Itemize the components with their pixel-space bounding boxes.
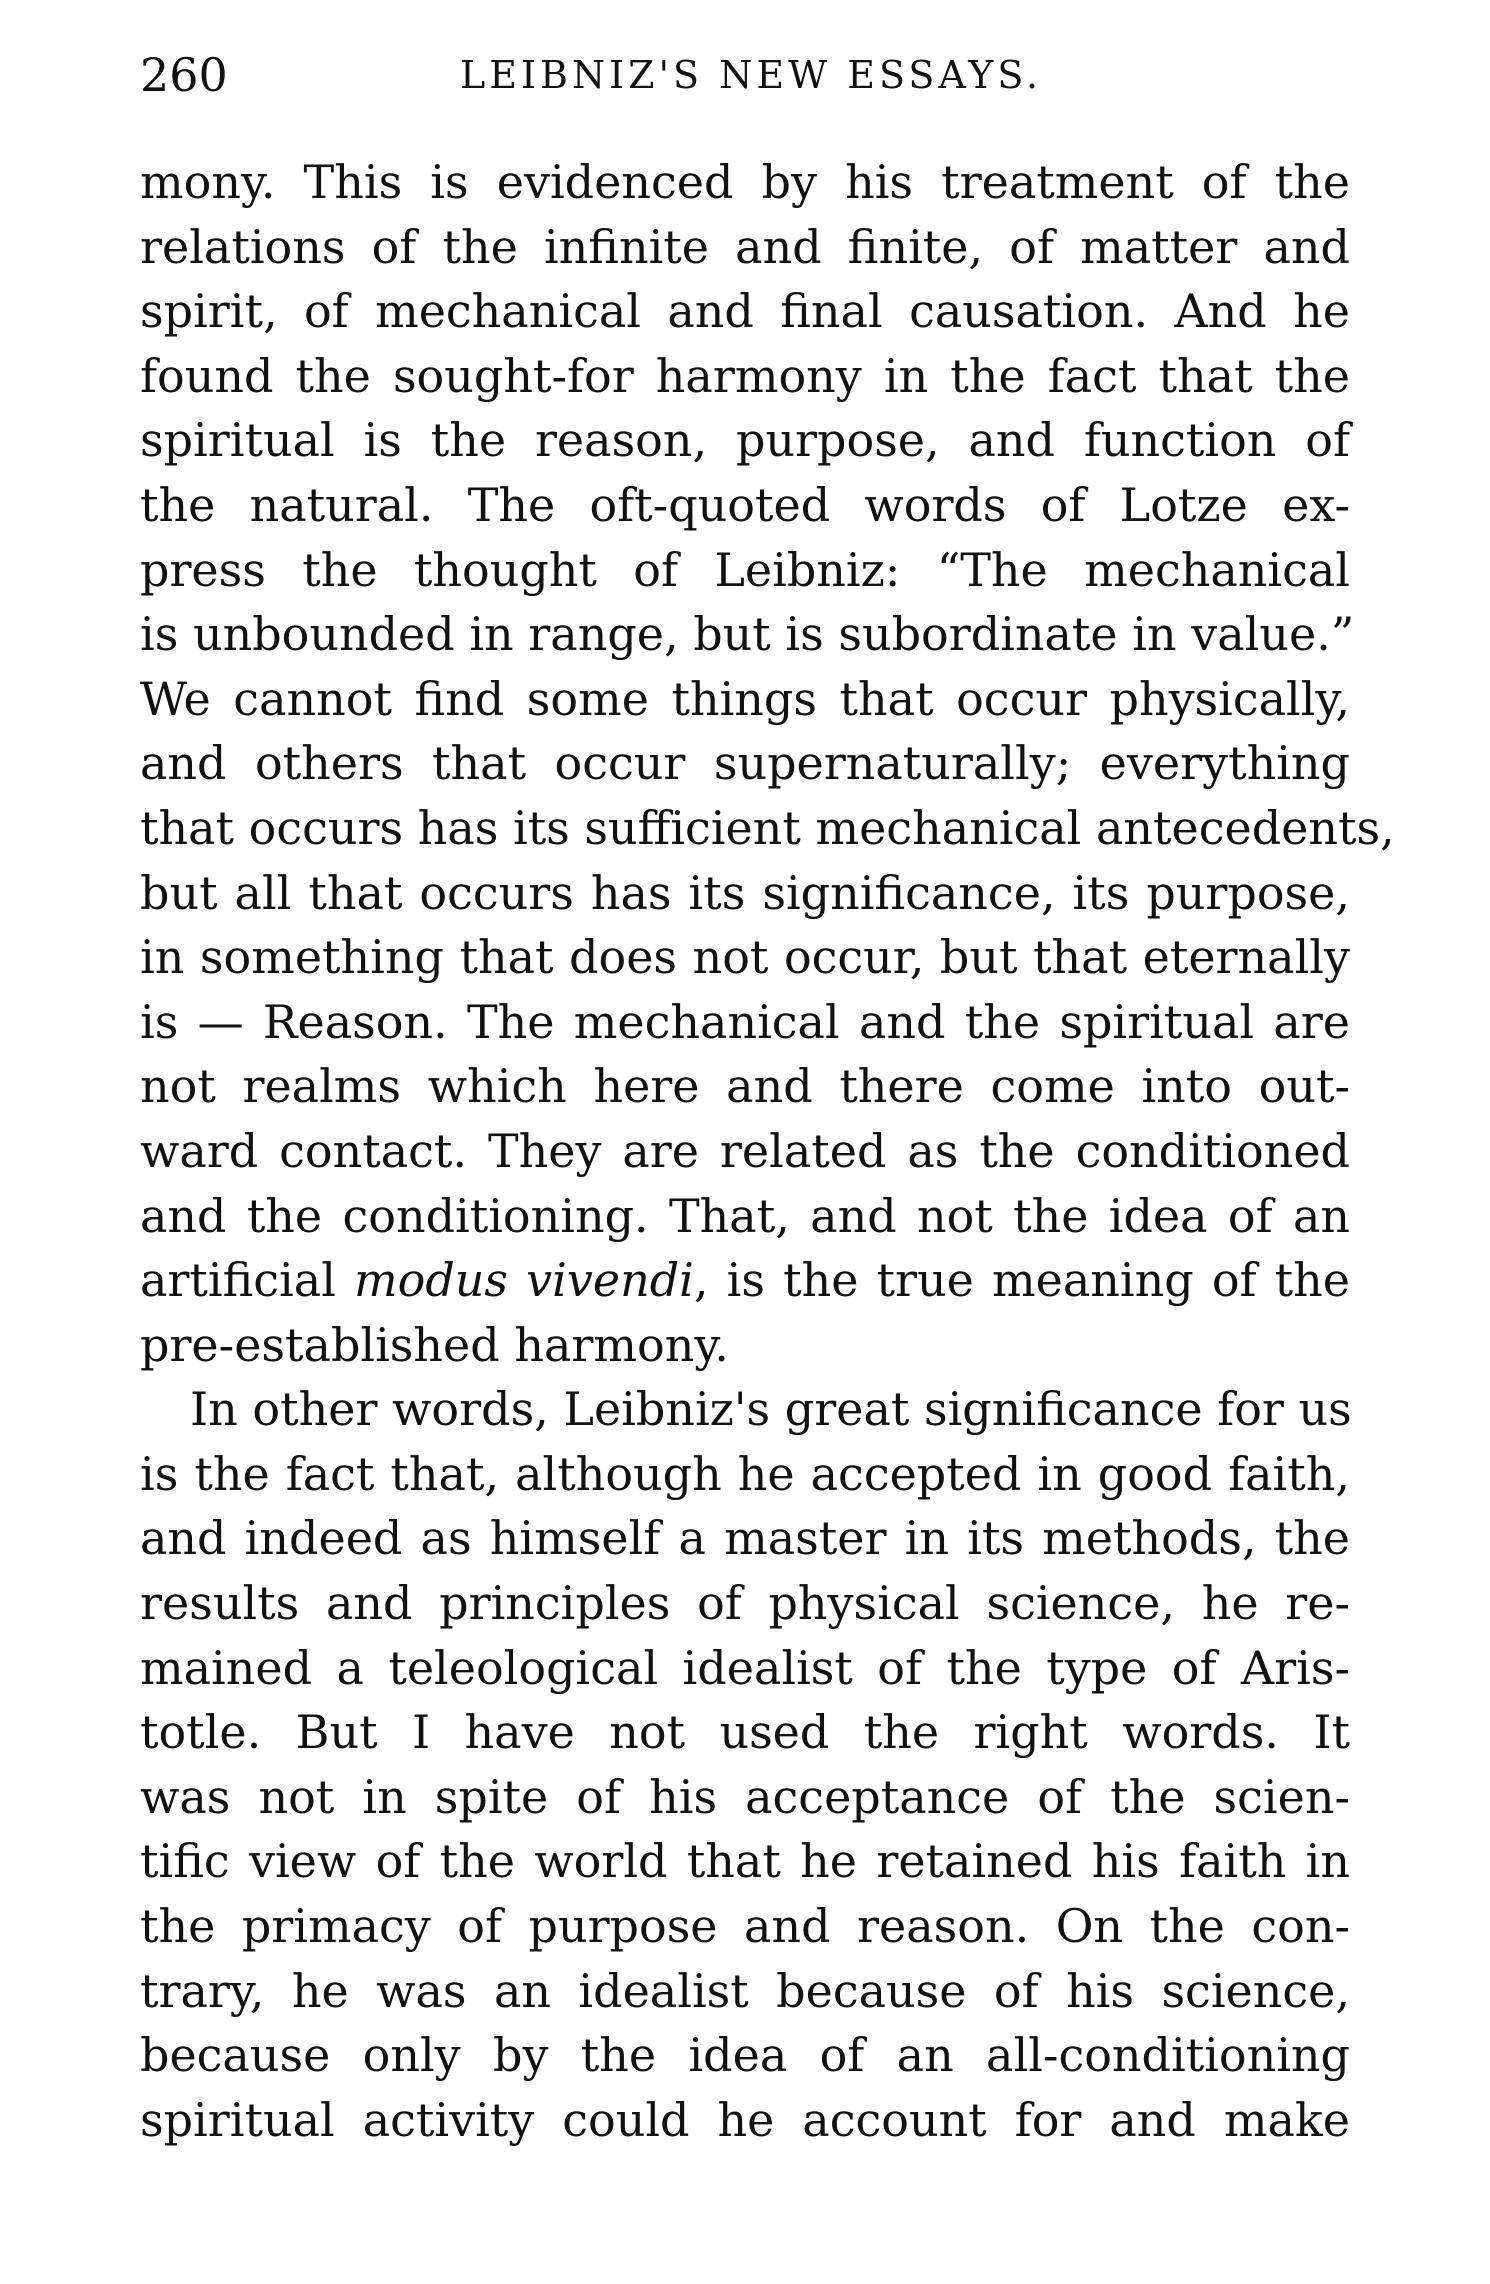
text-line: pre-established harmony.	[140, 1317, 729, 1372]
text-line: because only by the idea of an all-conditioning	[140, 2028, 1350, 2083]
page-number: 260	[140, 48, 228, 102]
paragraph-2	[140, 1377, 1350, 2152]
text-line: the primacy of purpose and reason. On the con-	[140, 1899, 1350, 1954]
text-line: and indeed as himself a master in its methods, the	[140, 1511, 1350, 1566]
paragraph-1	[140, 150, 1395, 1377]
text-line: spiritual is the reason, purpose, and function of	[140, 413, 1350, 468]
text-line: that occurs has its sufficient mechanical antecedents,	[140, 800, 1395, 855]
text-line: found the sought-for harmony in the fact that the	[140, 348, 1350, 403]
body-text	[140, 150, 1395, 2152]
text-line: is — Reason. The mechanical and the spiritual are	[140, 994, 1350, 1049]
text-line: and others that occur supernaturally; everything	[140, 736, 1350, 791]
text-line: in something that does not occur, but that eternally	[140, 930, 1350, 985]
text-line: We cannot find some things that occur physically,	[140, 671, 1350, 726]
text-line: press the thought of Leibniz: “The mechanical	[140, 542, 1350, 597]
text-line: spirit, of mechanical and final causation. And he	[140, 284, 1350, 339]
text-line: ward contact. They are related as the conditioned	[140, 1123, 1350, 1178]
text-fragment: artificial	[140, 1253, 355, 1308]
page-header	[140, 40, 1350, 110]
text-line: was not in spite of his acceptance of the scien-	[140, 1769, 1350, 1824]
text-line: results and principles of physical science, he re-	[140, 1576, 1350, 1631]
text-line: relations of the infinite and finite, of matter and	[140, 219, 1350, 274]
text-line: mony. This is evidenced by his treatment of the	[140, 155, 1350, 209]
text-line: but all that occurs has its significance, its purpose,	[140, 865, 1350, 920]
text-line: trary, he was an idealist because of his science,	[140, 1963, 1350, 2018]
text-line: is unbounded in range, but is subordinate in value.”	[140, 607, 1355, 662]
text-line: totle. But I have not used the right words. It	[140, 1705, 1350, 1760]
text-line: spiritual activity could he account for and make	[140, 2092, 1350, 2147]
text-line: tific view of the world that he retained his faith in	[140, 1834, 1350, 1889]
text-line: the natural. The oft-quoted words of Lotze ex-	[140, 477, 1350, 532]
text-line: and the conditioning. That, and not the idea of an	[140, 1188, 1350, 1243]
text-fragment: , is the true meaning of the	[693, 1253, 1351, 1308]
text-line: not realms which here and there come into out-	[140, 1059, 1350, 1114]
text-line: mained a teleological idealist of the type of Aris-	[140, 1640, 1350, 1695]
italic-phrase: modus vivendi	[354, 1253, 694, 1308]
text-line: In other words, Leibniz's great significance for us	[190, 1382, 1352, 1437]
book-page	[140, 40, 1395, 2152]
text-line: is the fact that, although he accepted in good faith,	[140, 1446, 1350, 1501]
running-title: LEIBNIZ'S NEW ESSAYS.	[460, 53, 1043, 97]
text-line-with-italic	[140, 1248, 1350, 1313]
